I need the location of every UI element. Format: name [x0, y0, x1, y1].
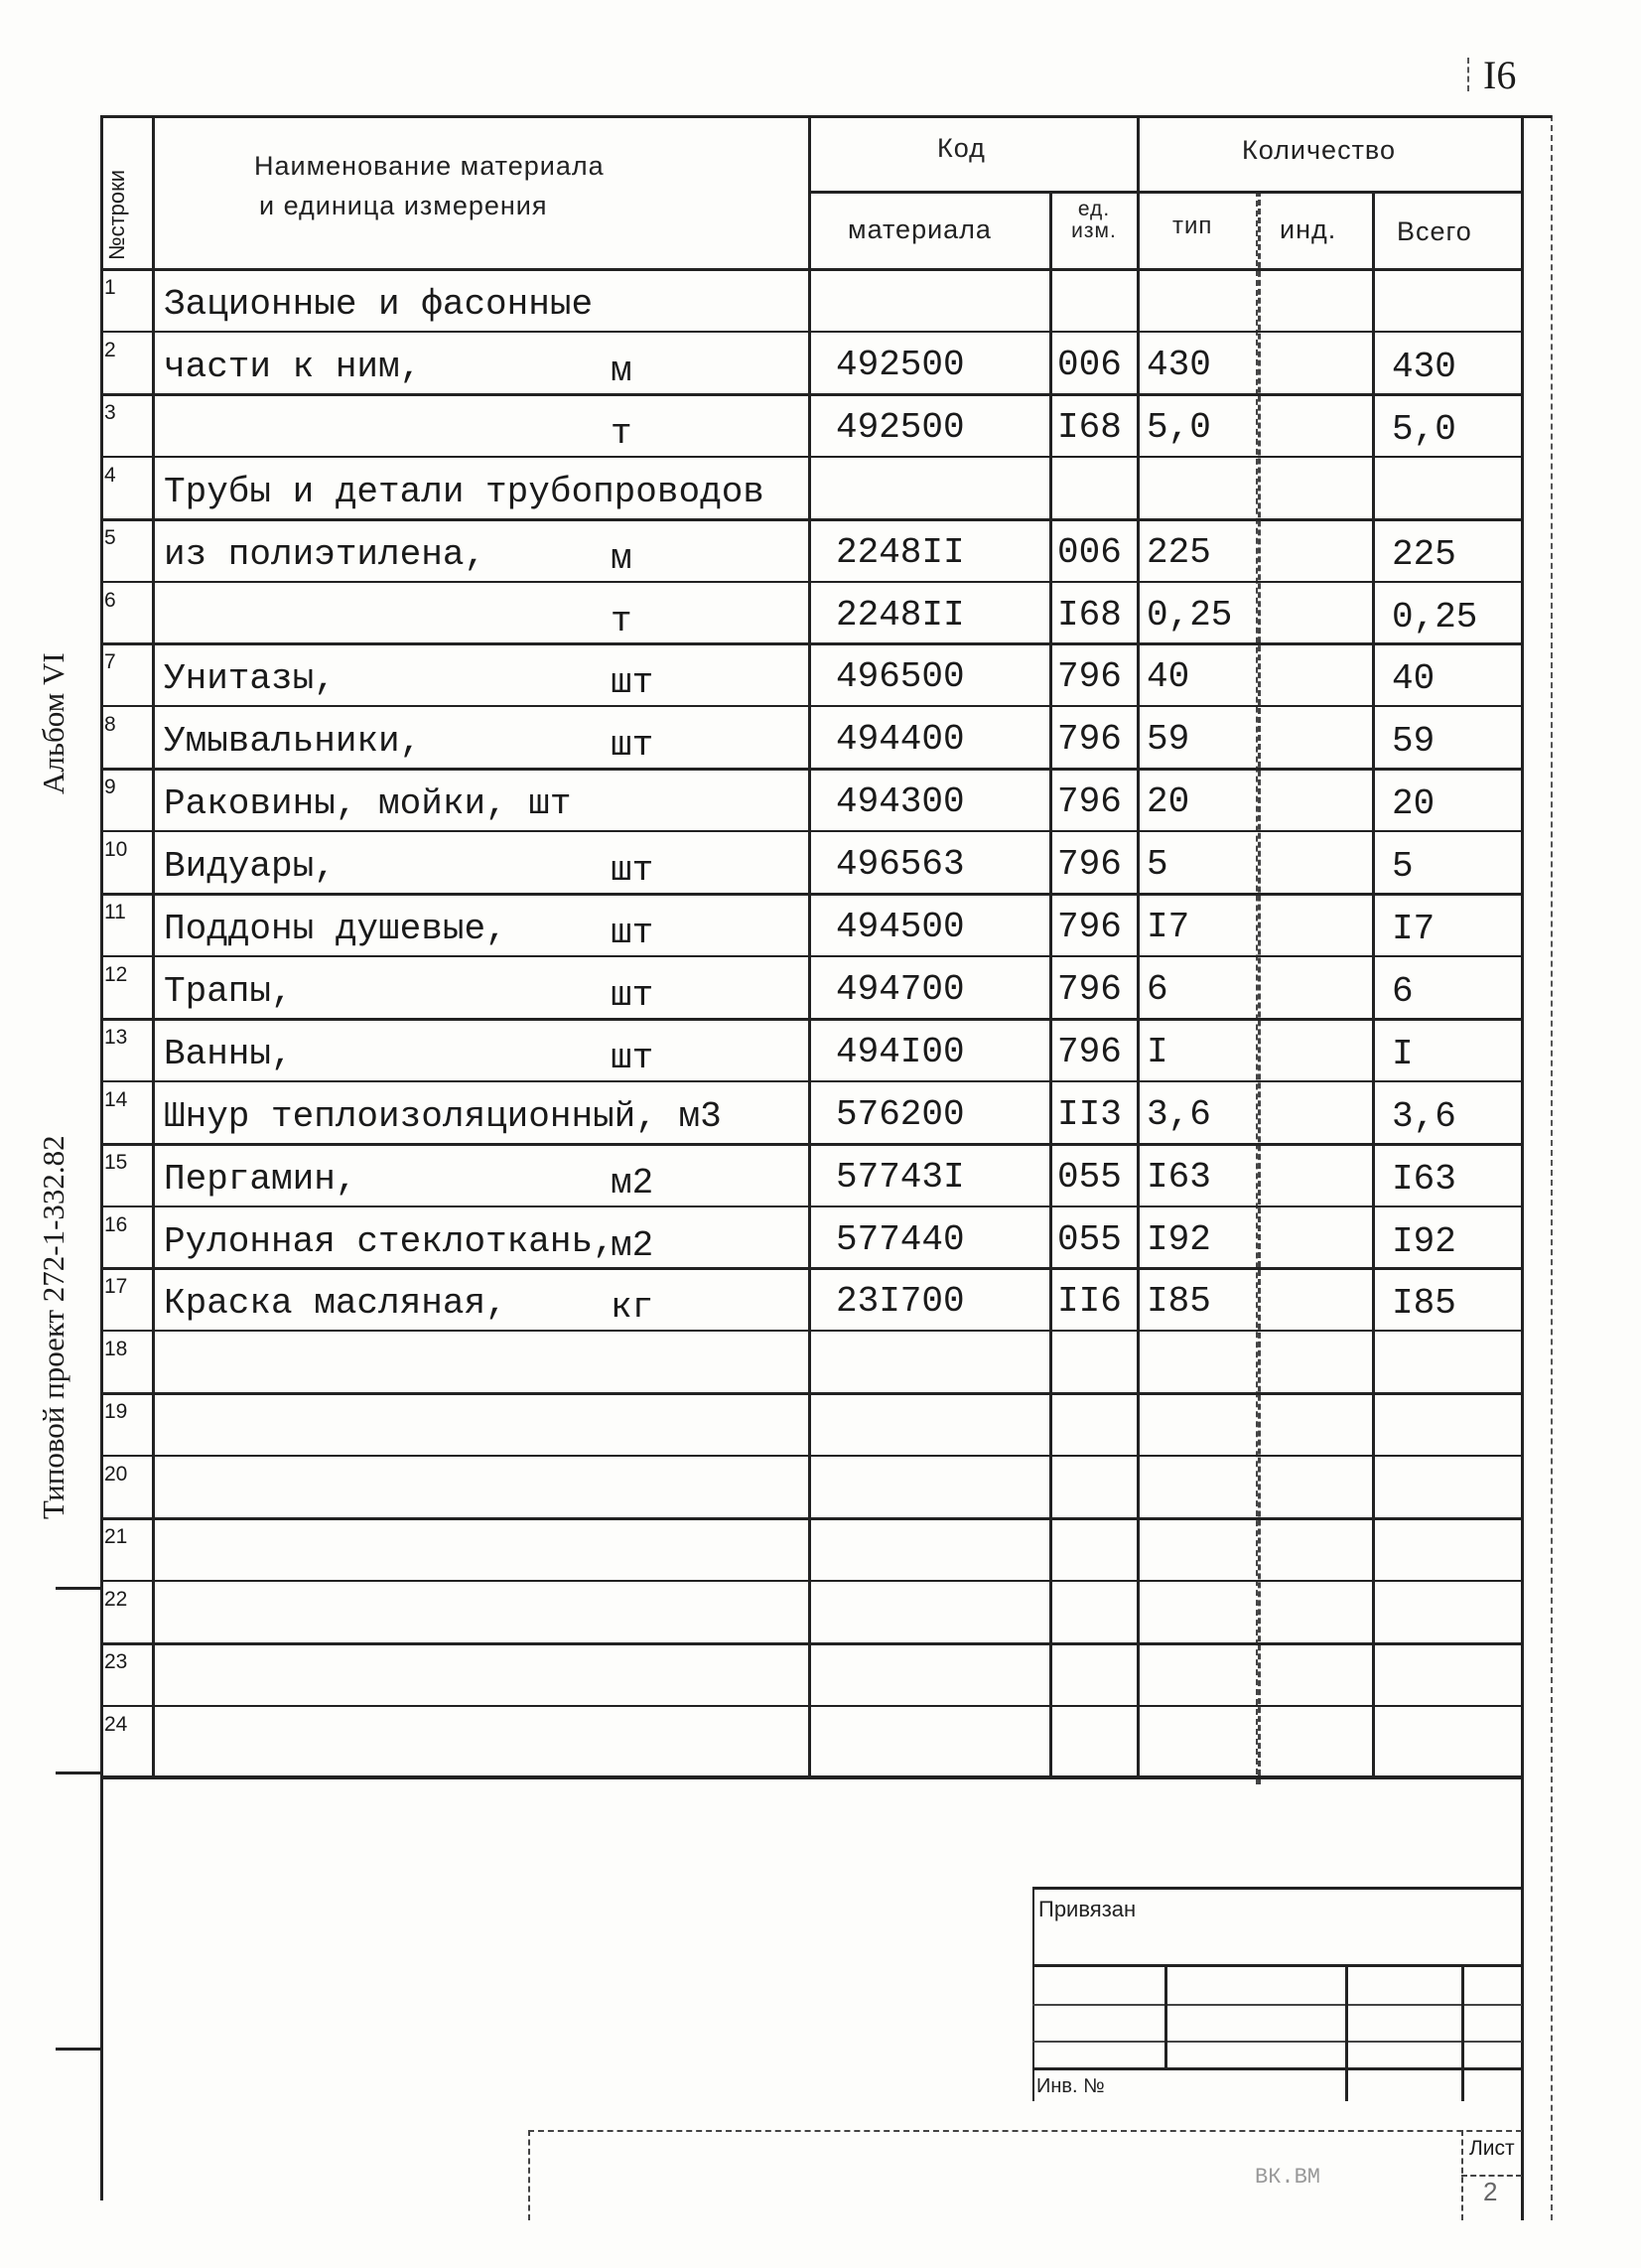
cell-total: I7 — [1392, 909, 1436, 949]
cell-total: I92 — [1392, 1220, 1456, 1262]
table-row — [100, 830, 1522, 893]
cell-n: 7 — [104, 650, 116, 674]
header-name-line1: Наименование материала — [254, 151, 605, 181]
cell-n: 18 — [104, 1338, 128, 1361]
cell-n: 13 — [104, 1025, 128, 1049]
table-row — [100, 268, 1522, 331]
cell-uc: 796 — [1057, 719, 1122, 761]
stamp-line — [1032, 1964, 1522, 1967]
title-block-left — [528, 2130, 530, 2220]
cell-name: Унитазы, — [164, 658, 336, 700]
stamp-line — [1032, 2004, 1522, 2006]
cell-unit: шт — [611, 974, 654, 1016]
stamp-line — [1461, 1964, 1464, 2101]
row-line — [100, 1580, 1522, 1582]
cell-typ: I7 — [1147, 907, 1190, 947]
cell-n: 5 — [104, 525, 116, 549]
table-row — [100, 705, 1522, 768]
cell-n: 19 — [104, 1400, 128, 1424]
row-line — [100, 955, 1522, 957]
header-code: Код — [937, 133, 986, 163]
row-line — [100, 1705, 1522, 1707]
cell-total: 5 — [1392, 846, 1414, 888]
code-mark: ВК.ВМ — [1255, 2165, 1321, 2190]
cell-n: 17 — [104, 1275, 128, 1299]
stamp-line — [1345, 1964, 1348, 2101]
cell-uc: 796 — [1057, 907, 1122, 947]
cell-unit: шт — [611, 850, 654, 892]
cell-uc: I68 — [1057, 594, 1122, 636]
cell-uc: 796 — [1057, 1031, 1122, 1072]
table-row — [100, 1018, 1522, 1080]
cell-name: Трубы и детали трубопроводов — [164, 471, 764, 512]
stamp-line — [1164, 1964, 1167, 2067]
row-line — [100, 1642, 1522, 1645]
cell-unit: шт — [611, 1037, 654, 1078]
cell-total: 225 — [1392, 533, 1456, 575]
table-row — [100, 1080, 1522, 1143]
table-row — [100, 1705, 1522, 1768]
page-number: I6 — [1483, 53, 1517, 97]
cell-uc: 055 — [1057, 1218, 1122, 1260]
table-row — [100, 1143, 1522, 1205]
row-line — [100, 1392, 1522, 1395]
cell-mat: 494300 — [836, 781, 965, 823]
cell-name: Трапы, — [164, 970, 293, 1012]
cell-typ: I63 — [1147, 1156, 1211, 1198]
table-row — [100, 1205, 1522, 1268]
cell-uc: I68 — [1057, 406, 1122, 448]
cell-total: 430 — [1392, 346, 1456, 387]
cell-typ: 5 — [1147, 844, 1168, 886]
row-line — [100, 1205, 1522, 1207]
cell-mat: 2248II — [836, 594, 965, 636]
cell-n: 3 — [104, 400, 116, 424]
cell-n: 15 — [104, 1150, 128, 1174]
row-line — [100, 581, 1522, 583]
cell-total: 0,25 — [1392, 596, 1478, 638]
cell-unit: м — [611, 350, 632, 391]
table-body — [100, 268, 1522, 1778]
table-row — [100, 768, 1522, 830]
row-line — [100, 1267, 1522, 1270]
page-number-tick — [1467, 58, 1473, 91]
header-name-line2: и единица измерения — [259, 191, 548, 220]
table-row — [100, 1330, 1522, 1392]
row-line — [100, 1517, 1522, 1520]
cell-uc: 006 — [1057, 344, 1122, 385]
cell-mat: 23I700 — [836, 1281, 965, 1323]
cell-total: I85 — [1392, 1283, 1456, 1325]
stamp-line — [1032, 1887, 1522, 1890]
cell-mat: 496563 — [836, 844, 965, 886]
stamp-bound: Привязан — [1038, 1897, 1137, 1921]
cell-mat: 577440 — [836, 1218, 965, 1260]
cell-unit: шт — [611, 913, 654, 953]
table-row — [100, 955, 1522, 1018]
cell-name: Пергамин, — [164, 1158, 357, 1200]
sheet-label: Лист — [1469, 2137, 1515, 2160]
row-line — [100, 1143, 1522, 1146]
cell-mat: 57743I — [836, 1156, 965, 1198]
cell-typ: 20 — [1147, 781, 1190, 823]
cell-n: 1 — [104, 276, 116, 299]
cell-uc: 006 — [1057, 531, 1122, 573]
cell-mat: 492500 — [836, 344, 965, 385]
cell-n: 14 — [104, 1087, 128, 1111]
cell-total: 5,0 — [1392, 408, 1456, 450]
cell-n: 22 — [104, 1587, 128, 1611]
cell-n: 12 — [104, 962, 128, 986]
cell-total: 6 — [1392, 970, 1414, 1012]
cell-mat: 494400 — [836, 719, 965, 761]
stamp-block — [1032, 1887, 1522, 2100]
cell-uc: 796 — [1057, 781, 1122, 823]
row-line — [100, 642, 1522, 645]
cell-typ: I92 — [1147, 1218, 1211, 1260]
cell-name: Шнур теплоизоляционный, м3 — [164, 1095, 722, 1137]
cell-n: 9 — [104, 776, 116, 799]
table-row — [100, 642, 1522, 705]
table-row — [100, 331, 1522, 393]
row-line — [100, 1080, 1522, 1082]
cell-mat: 492500 — [836, 406, 965, 448]
title-block-top — [528, 2130, 1522, 2132]
stamp-line — [1032, 2067, 1522, 2070]
stamp-line — [1032, 2041, 1522, 2043]
table-row — [100, 893, 1522, 955]
margin-mark — [56, 2048, 101, 2051]
margin-mark — [56, 1587, 101, 1590]
header-split — [808, 191, 1522, 194]
cell-n: 20 — [104, 1463, 128, 1487]
cell-total: 40 — [1392, 658, 1436, 700]
cell-n: 8 — [104, 713, 116, 737]
cell-n: 4 — [104, 463, 116, 487]
cell-name: Ванны, — [164, 1033, 293, 1074]
row-line — [100, 1018, 1522, 1021]
table-row — [100, 1642, 1522, 1705]
row-line — [100, 331, 1522, 333]
header-row-no: №строки — [104, 169, 129, 260]
cell-name: Краска масляная, — [164, 1283, 507, 1325]
cell-typ: I85 — [1147, 1281, 1211, 1323]
project-label: Типовой проект 272-1-332.82 — [36, 1135, 70, 1519]
cell-n: 11 — [104, 901, 126, 923]
table-row — [100, 1455, 1522, 1517]
cell-typ: 40 — [1147, 656, 1190, 698]
cell-name: части к ним, — [164, 346, 422, 387]
cell-unit: шт — [611, 725, 654, 767]
cell-mat: 494500 — [836, 907, 965, 947]
cell-typ: 59 — [1147, 719, 1190, 761]
cell-unit: м2 — [611, 1224, 654, 1266]
row-line — [100, 893, 1522, 896]
cell-uc: 796 — [1057, 844, 1122, 886]
cell-total: 3,6 — [1392, 1095, 1456, 1137]
cell-mat: 2248II — [836, 531, 965, 573]
cell-mat: 496500 — [836, 656, 965, 698]
table-row — [100, 1517, 1522, 1580]
cell-mat: 494I00 — [836, 1031, 965, 1072]
album-label: Альбом VI — [36, 652, 70, 794]
cell-unit: т — [611, 412, 632, 454]
cell-name: из полиэтилена, — [164, 533, 486, 575]
row-line — [100, 1330, 1522, 1332]
cell-unit: м2 — [611, 1162, 654, 1204]
cell-n: 10 — [104, 838, 128, 862]
row-line — [100, 830, 1522, 832]
cell-name: Рулонная стеклоткань, — [164, 1220, 615, 1262]
cell-total: I — [1392, 1033, 1414, 1074]
cell-n: 21 — [104, 1525, 128, 1548]
stamp-inv-no: Инв. № — [1036, 2075, 1105, 2097]
header-ind: инд. — [1280, 214, 1337, 244]
row-line — [100, 393, 1522, 396]
table-row — [100, 393, 1522, 456]
spec-table — [100, 115, 1522, 1778]
cell-typ: I — [1147, 1031, 1168, 1072]
table-row — [100, 456, 1522, 518]
cell-typ: 5,0 — [1147, 406, 1211, 448]
cell-total: I63 — [1392, 1158, 1456, 1200]
cell-name: Раковины, мойки, шт — [164, 783, 572, 825]
cell-uc: 796 — [1057, 968, 1122, 1010]
sheet-number: 2 — [1483, 2177, 1498, 2206]
table-row — [100, 1580, 1522, 1642]
cell-unit: кг — [611, 1287, 654, 1329]
cell-name: Зационные и фасонные — [164, 284, 594, 325]
margin-mark — [56, 1772, 101, 1774]
table-row — [100, 1392, 1522, 1455]
header-total: Всего — [1397, 216, 1472, 246]
cell-uc: II3 — [1057, 1093, 1122, 1135]
cell-n: 16 — [104, 1212, 128, 1236]
row-line — [100, 768, 1522, 771]
cell-n: 23 — [104, 1649, 128, 1673]
row-line — [100, 518, 1522, 521]
cell-n: 6 — [104, 588, 116, 612]
cell-unit: т — [611, 600, 632, 641]
header-material: материала — [848, 214, 992, 244]
table-row — [100, 581, 1522, 643]
cell-name: Поддоны душевые, — [164, 909, 507, 949]
cell-uc: II6 — [1057, 1281, 1122, 1323]
table-row — [100, 518, 1522, 581]
cell-uc: 796 — [1057, 656, 1122, 698]
table-row — [100, 1267, 1522, 1330]
header-quantity: Количество — [1242, 135, 1396, 165]
cell-typ: 0,25 — [1147, 594, 1233, 636]
cell-unit: шт — [611, 662, 654, 704]
cell-typ: 225 — [1147, 531, 1211, 573]
table-bottom — [100, 1775, 1522, 1779]
cell-n: 2 — [104, 338, 116, 361]
header-unit-code: ед. изм. — [1071, 198, 1117, 242]
cell-mat: 576200 — [836, 1093, 965, 1135]
cell-name: Видуары, — [164, 846, 336, 888]
cell-mat: 494700 — [836, 968, 965, 1010]
cell-total: 59 — [1392, 721, 1436, 763]
cell-total: 20 — [1392, 783, 1436, 825]
cell-uc: 055 — [1057, 1156, 1122, 1198]
row-line — [100, 456, 1522, 458]
cell-typ: 430 — [1147, 344, 1211, 385]
cell-typ: 3,6 — [1147, 1093, 1211, 1135]
header-typ: тип — [1172, 213, 1213, 239]
cell-n: 24 — [104, 1712, 128, 1736]
frame-right — [1551, 115, 1553, 2220]
cell-name: Умывальники, — [164, 721, 422, 763]
row-line — [100, 1455, 1522, 1457]
cell-typ: 6 — [1147, 968, 1168, 1010]
cell-unit: м — [611, 537, 632, 579]
row-line — [100, 705, 1522, 707]
